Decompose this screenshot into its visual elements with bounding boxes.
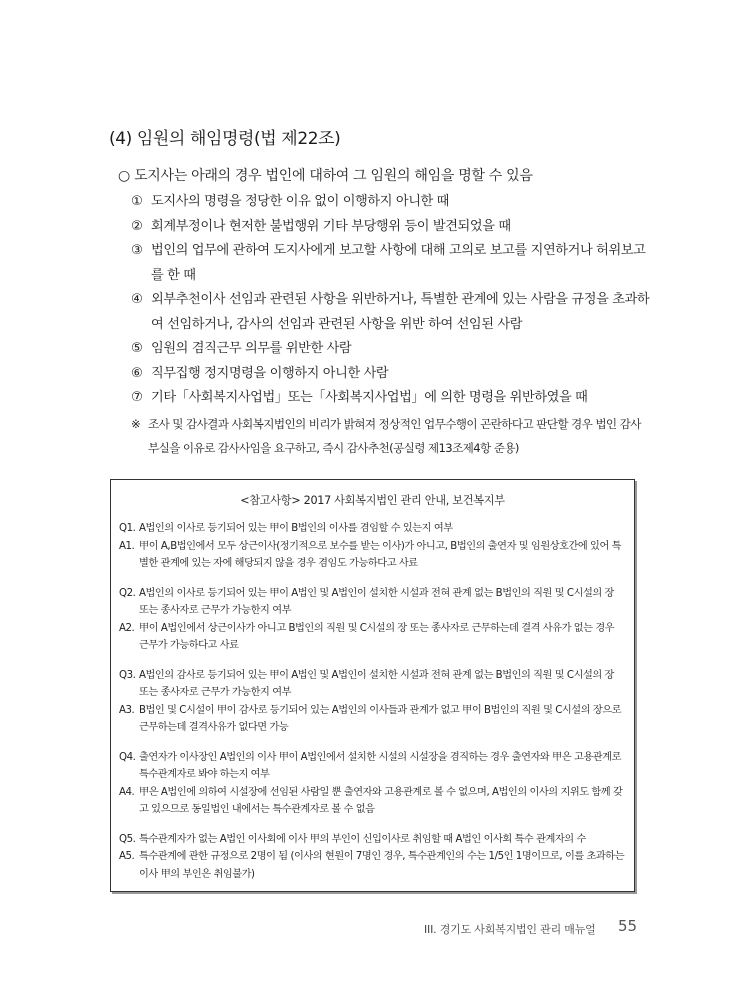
question [119,520,626,538]
list-item [131,362,651,387]
answer-text: 甲이 A,B법인에서 모두 상근이사(정기적으로 보수를 받는 이사)가 아니고, B법인의 출연자 및 임원상호간에 있어 특별한 관계에 있는 자에 해당되지 않을 경우 겸임도 가능하다고 사료 [139,540,622,569]
answer-tag: A3. [119,704,135,716]
reference-box-title: <참고사항> 2017 사회복지법인 관리 안내, 보건복지부 [240,494,505,507]
item-text: 임원의 겸직근무 의무를 위반한 사람 [151,341,352,356]
answer [119,538,626,573]
page-number: 55 [618,917,638,935]
note [131,412,651,460]
answer [119,620,626,655]
qa-block [119,585,626,655]
item-number: ② [131,218,143,234]
question-text: 출연자가 이사장인 A법인의 이사 甲이 A법인에서 설치한 시설의 시설장을 겸직하는 경우 출연자와 甲은 고용관계로 특수관계자로 봐야 하는지 여부 [139,751,621,780]
question [119,585,626,620]
question-tag: Q2. [119,587,136,599]
item-text: 도지사의 명령을 정당한 이유 없이 이행하지 아니한 때 [151,194,450,209]
note-mark: ※ [131,416,141,431]
item-number: ⑥ [131,365,143,381]
dismissal-conditions-list [131,190,651,460]
answer-tag: A4. [119,786,135,798]
question-tag: Q1. [119,523,136,534]
answer [119,702,626,737]
running-footer: III. 경기도 사회복지법인 관리 매뉴얼 [424,923,596,936]
item-number: ⑦ [131,390,143,405]
question [119,667,626,702]
answer-text: 특수관계에 관한 규정으로 2명이 됨 (이사의 현원이 7명인 경우, 특수관계인의 수는 1/5인 1명이므로, 이를 초과하는 이사 甲의 부인은 취임불가) [139,851,625,880]
qa-block [119,831,626,884]
list-item [131,190,651,215]
list-item [131,337,651,362]
item-number: ④ [131,292,143,307]
section-lead: ○ 도지사는 아래의 경우 법인에 대하여 그 임원의 해임을 명할 수 있음 [118,168,533,184]
answer-tag: A2. [119,622,135,634]
question-text: 특수관계자가 없는 A법인 이사회에 이사 甲의 부인이 신입이사로 취임할 때 A법인 이사회 특수 관계자의 수 [139,833,586,845]
item-number: ① [131,194,143,209]
list-item [131,386,651,411]
question-text: A법인의 이사로 등기되어 있는 甲이 A법인 및 A법인이 설치한 시설과 전혀 관계 없는 B법인의 직원 및 C시설의 장 또는 종사자로 근무가 가능한지 여부 [139,587,614,616]
item-text: 법인의 업무에 관하여 도지사에게 보고할 사항에 대해 고의로 보고를 지연하거나 허위보고를 한 때 [151,243,646,283]
question-tag: Q5. [119,833,136,845]
answer-text: 甲이 A법인에서 상근이사가 아니고 B법인의 직원 및 C시설의 장 또는 종사자로 근무하는데 결격 사유가 없는 경우 근무가 가능하다고 사료 [139,622,615,651]
item-text: 외부추천이사 선임과 관련된 사항을 위반하거나, 특별한 관계에 있는 사람을 규정을 초과하여 선임하거나, 감사의 선임과 관련된 사항을 위반 하여 선임된 사람 [151,292,650,332]
answer-text: 甲은 A법인에 의하여 시설장에 선임된 사람일 뿐 출연자와 고용관계로 볼 수 없으며, A법인의 이사의 지위도 함께 갖고 있으므로 동일법인 내에서는 특수관계자로 볼 수 없음 [139,786,623,815]
question-tag: Q3. [119,669,136,681]
answer-tag: A1. [119,540,135,552]
question-tag: Q4. [119,751,136,763]
reference-box [110,479,635,892]
list-item [131,288,651,337]
qa-block [119,667,626,737]
question-text: A법인의 감사로 등기되어 있는 甲이 A법인 및 A법인이 설치한 시설과 전혀 관계 없는 B법인의 직원 및 C시설의 장 또는 종사자로 근무가 가능한지 여부 [139,669,614,698]
answer [119,784,626,819]
list-item [131,239,651,288]
answer-tag: A5. [119,851,135,862]
question [119,831,626,849]
note-text: 조사 및 감사결과 사회복지법인의 비리가 밝혀져 정상적인 업무수행이 곤란하다고 판단할 경우 법인 감사 부실을 이유로 감사사임을 요구하고, 즉시 감사추천(공실령 제13조제4항 준용) [148,416,641,455]
question-text: A법인의 이사로 등기되어 있는 甲이 B법인의 이사를 겸임할 수 있는지 여부 [139,523,453,534]
item-number: ③ [131,243,143,258]
qa-block [119,520,626,573]
item-text: 기타「사회복지사업법」또는「사회복지사업법」에 의한 명령을 위반하였을 때 [151,390,588,405]
item-number: ⑤ [131,341,143,356]
section-heading: (4) 임원의 해임명령(법 제22조) [109,129,341,149]
item-text: 회계부정이나 현저한 불법행위 기타 부당행위 등이 발견되었을 때 [151,218,511,234]
item-text: 직무집행 정지명령을 이행하지 아니한 사람 [151,365,389,381]
question [119,749,626,784]
answer [119,848,626,883]
list-item [131,215,651,240]
qa-block [119,749,626,819]
answer-text: B법인 및 C시설이 甲이 감사로 등기되어 있는 A법인의 이사들과 관계가 없고 甲이 B법인의 직원 및 C시설의 장으로 근무하는데 결격사유가 없다면 가능 [139,704,622,733]
